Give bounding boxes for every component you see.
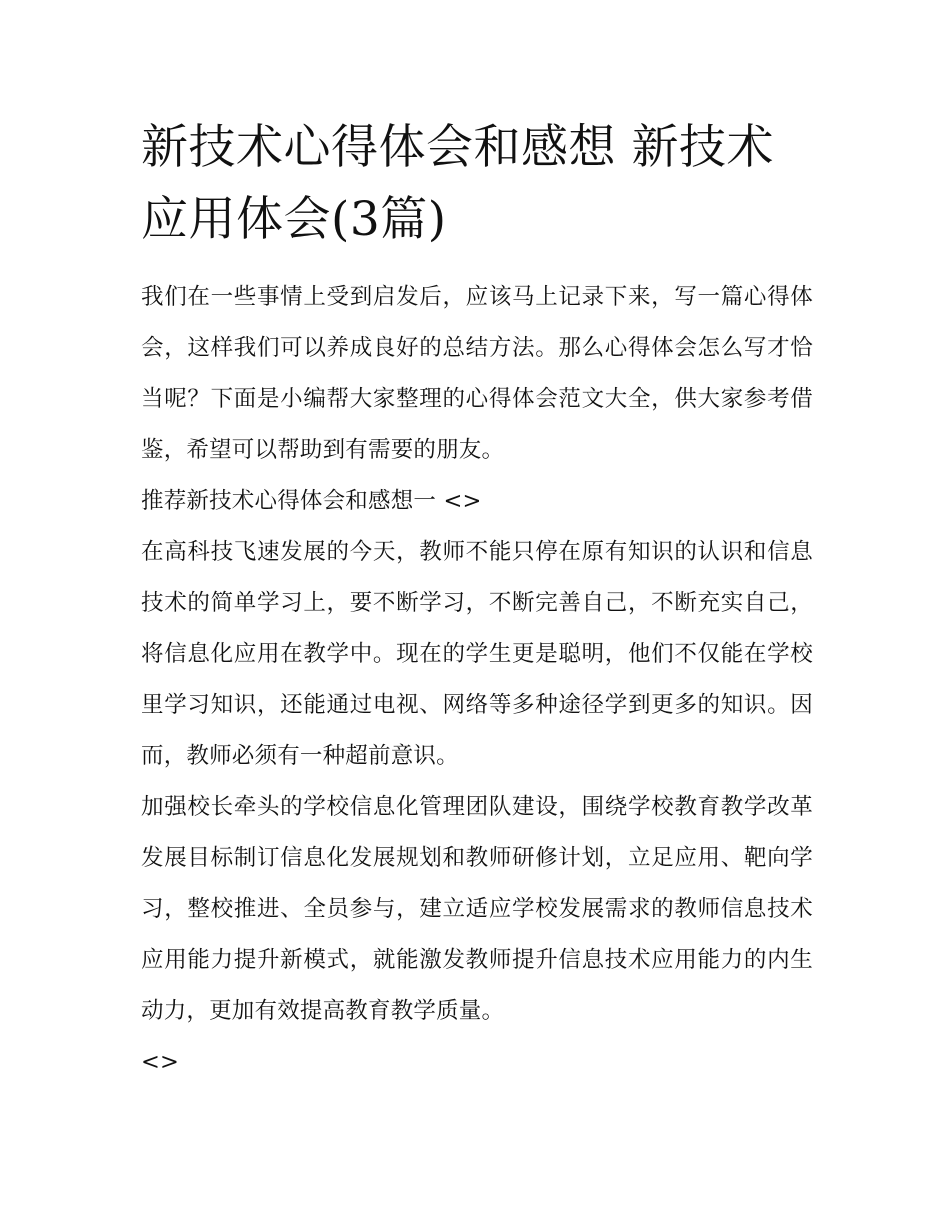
placeholder-marker: <> <box>141 1049 180 1075</box>
document-body <box>141 112 813 1088</box>
body-paragraph: 在高科技飞速发展的今天，教师不能只停在原有知识的认识和信息技术的简单学习上，要不断学习，不断完善自己，不断充实自己，将信息化应用在教学中。现在的学生更是聪明，他们不仅能在学校里学习知识，还能通过电视、网络等多种途径学到更多的知识。因而，教师必须有一种超前意识。 <box>141 539 813 769</box>
intro-paragraph: 我们在一些事情上受到启发后，应该马上记录下来，写一篇心得体会，这样我们可以养成良好的总结方法。那么心得体会怎么写才恰当呢？下面是小编帮大家整理的心得体会范文大全，供大家参考借鉴，希望可以帮助到有需要的朋友。 <box>141 284 813 463</box>
body-paragraph: 加强校长牵头的学校信息化管理团队建设，围绕学校教育教学改革发展目标制订信息化发展规划和教师研修计划，立足应用、靶向学习，整校推进、全员参与，建立适应学校发展需求的教师信息技术应用能力提升新模式，就能激发教师提升信息技术应用能力的内生动力，更加有效提高教育教学质量。 <box>141 794 813 1024</box>
section-heading: 推荐新技术心得体会和感想一 <> <box>141 488 482 514</box>
document-title: 新技术心得体会和感想 新技术应用体会(3篇) <box>141 120 774 247</box>
